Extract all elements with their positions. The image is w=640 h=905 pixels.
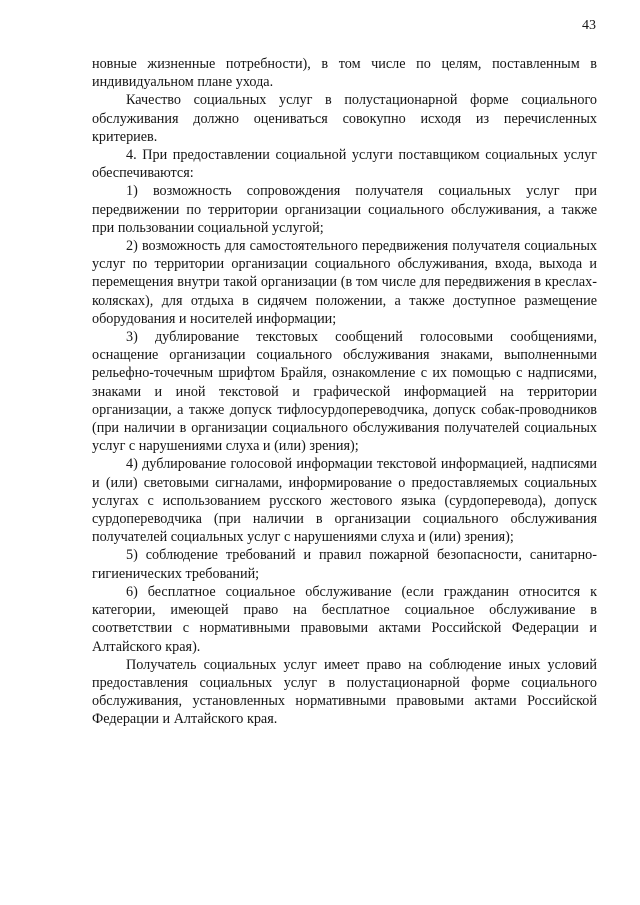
- list-item-1: 1) возможность сопровождения получателя социальных услуг при передвижении по территории организации социального обслуживания, а также при пользовании социальной услугой;: [92, 183, 597, 236]
- paragraph-item-4-heading: 4. При предоставлении социальной услуги поставщиком социальных услуг обеспечиваются:: [92, 147, 597, 182]
- list-item-5: 5) соблюдение требований и правил пожарной безопасности, санитарно-гигиенических требований;: [92, 547, 597, 582]
- paragraph-quality-assessment: Качество социальных услуг в полустационарной форме социального обслуживания должно оцениваться совокупно исходя из перечисленных критериев.: [92, 92, 597, 145]
- list-item-4: 4) дублирование голосовой информации текстовой информацией, надписями и (или) световыми сигналами, информирование о предоставляемых социальных услугах с использованием русского жестового языка (сурдоперевода), допуск сурдопереводчика (при наличии в организации социального обслуживания получателей социальных услуг с нарушениями слуха и (или) зрения);: [92, 456, 597, 546]
- document-body: [92, 55, 597, 729]
- list-item-3: 3) дублирование текстовых сообщений голосовыми сообщениями, оснащение организации социального обслуживания знаками, выполненными рельефно-точечным шрифтом Брайля, ознакомление с их помощью с надписями, знаками и иной текстовой и графической информацией на территории организации, а также допуск тифлосурдопереводчика, допуск собак-проводников (при наличии в организации социального обслуживания получателей социальных услуг с нарушениями слуха и (или) зрения);: [92, 329, 597, 455]
- paragraph-recipient-rights: Получатель социальных услуг имеет право на соблюдение иных условий предоставления социальных услуг в полустационарной форме социального обслуживания, установленных нормативными правовыми актами Российской Федерации и Алтайского края.: [92, 656, 597, 728]
- page-number: 43: [582, 18, 596, 33]
- list-item-6: 6) бесплатное социальное обслуживание (если гражданин относится к категории, имеющей право на бесплатное социальное обслуживание в соответствии с нормативными правовыми актами Российской Федерации и Алтайского края).: [92, 583, 597, 655]
- list-item-2: 2) возможность для самостоятельного передвижения получателя социальных услуг по территории организации социального обслуживания, входа, выхода и перемещения внутри такой организации (в том числе для передвижения в креслах-колясках), для отдыха в сидячем положении, а также доступное размещение оборудования и носителей информации;: [92, 238, 597, 327]
- paragraph-continuation: новные жизненные потребности), в том числе по целям, поставленным в индивидуальном плане ухода.: [92, 56, 597, 91]
